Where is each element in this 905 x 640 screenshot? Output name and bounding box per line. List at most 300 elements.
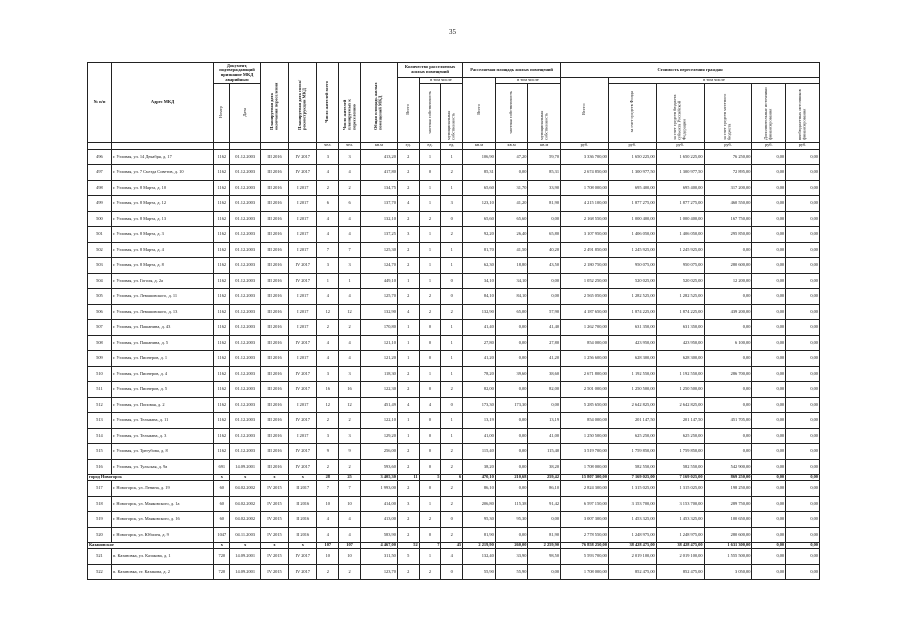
table-cell: 95,30 [495, 512, 528, 528]
table-cell: 0,00 [495, 382, 528, 398]
table-cell: 517 [88, 481, 112, 497]
table-cell: 950 075,00 [608, 258, 656, 274]
table-cell: 1 650 225,00 [656, 149, 704, 165]
table-cell: 1 [441, 320, 463, 336]
table-cell: 1 245 925,00 [608, 242, 656, 258]
table-cell: 1162 [214, 413, 230, 429]
table-cell: 14.09.2001 [230, 564, 260, 580]
table-cell: 2 [441, 459, 463, 475]
table-row [88, 196, 820, 212]
table-cell: 0,00 [786, 549, 820, 565]
table-cell: 55,90 [495, 564, 528, 580]
table-cell: 137,70 [360, 196, 397, 212]
table-cell: IV 2017 [289, 564, 317, 580]
unit-cell: руб. [608, 142, 656, 149]
table-cell: 0,00 [752, 397, 786, 413]
table-cell: x [289, 475, 317, 481]
table-cell: 38 428 475,00 [656, 543, 704, 549]
table-cell: 2 [397, 258, 419, 274]
table-cell: 0,00 [786, 475, 820, 481]
table-row [88, 397, 820, 413]
table-cell: 84,10 [495, 289, 528, 305]
col-cost-extra: внебюджетных источников финансирования [786, 84, 820, 143]
table-cell: 01.12.2003 [230, 413, 260, 429]
table-cell: 2 501 000,00 [561, 382, 609, 398]
table-cell: 125,30 [360, 242, 397, 258]
table-cell: 1 [441, 149, 463, 165]
table-cell: 2 [397, 564, 419, 580]
table-cell: 40,20 [528, 242, 561, 258]
address-cell: г. Узловая, ул. 8 Марта, д. 4 [111, 242, 213, 258]
table-cell: 5 [419, 475, 441, 481]
unit-cell: чел. [317, 142, 339, 149]
table-cell: 16 [339, 382, 361, 398]
table-cell: 0 [441, 564, 463, 580]
table-cell: 2 824 300,00 [561, 481, 609, 497]
table-cell: 2 [441, 304, 463, 320]
table-cell: 2 [419, 289, 441, 305]
table-cell: 62,30 [463, 258, 496, 274]
col-doc-date: Дата [230, 84, 260, 143]
table-cell: 3 [339, 366, 361, 382]
address-cell: г. Узловая, ул. Пионеров, д. 5 [111, 382, 213, 398]
address-cell: г. Узловая, ул. Трегубова, д. 8 [111, 444, 213, 460]
table-cell: 542 900,00 [704, 459, 752, 475]
unit-cell: руб. [656, 142, 704, 149]
table-cell: 4 [339, 289, 361, 305]
table-cell: 1162 [214, 273, 230, 289]
table-cell: 1162 [214, 320, 230, 336]
table-cell: 38,20 [463, 459, 496, 475]
address-cell: г. Узловая, ул. Тельмана, д. 3 [111, 428, 213, 444]
table-cell: 15 807 300,00 [561, 475, 609, 481]
table-cell: 1 [441, 351, 463, 367]
table-cell: 0,00 [495, 413, 528, 429]
table-cell: 11 [397, 475, 419, 481]
table-cell: 1 874 225,00 [608, 304, 656, 320]
col-rooms-including: в том числе [419, 78, 463, 84]
table-cell: 3 [339, 149, 361, 165]
table-cell: 0 [441, 512, 463, 528]
table-cell: 520 025,00 [608, 273, 656, 289]
table-cell: 0,00 [752, 543, 786, 549]
table-row [88, 289, 820, 305]
table-cell: 1 [397, 413, 419, 429]
unit-cell: кв.м [463, 142, 496, 149]
table-cell: 65,60 [463, 211, 496, 227]
table-cell: 0,00 [752, 273, 786, 289]
table-cell: 1 759 850,00 [656, 444, 704, 460]
table-cell: 98,50 [528, 549, 561, 565]
table-cell: 1162 [214, 165, 230, 181]
table-cell: 01.12.2003 [230, 227, 260, 243]
table-row [88, 382, 820, 398]
table-cell: 1 [419, 273, 441, 289]
table-cell: 1162 [214, 258, 230, 274]
table-cell: 505 [88, 289, 112, 305]
col-cost-budget-rf: за счет средств бюджета субъекта Российской Федерации [656, 84, 704, 143]
table-cell: 82,00 [463, 382, 496, 398]
table-cell: 2 [317, 180, 339, 196]
table-cell: 198 250,00 [704, 481, 752, 497]
table-cell: 2 [317, 320, 339, 336]
table-cell: 33,90 [528, 180, 561, 196]
table-cell: 01.12.2003 [230, 335, 260, 351]
address-cell: г. Узловая, ул. Гоголя, д. 2а [111, 273, 213, 289]
table-cell: 2 [397, 366, 419, 382]
table-cell: 65,80 [528, 227, 561, 243]
table-cell: 86,10 [528, 481, 561, 497]
table-cell: 0,00 [786, 459, 820, 475]
col-area-total: Всего [463, 78, 496, 143]
table-cell: 0 [419, 165, 441, 181]
table-cell: 59,70 [528, 149, 561, 165]
table-cell: 0,00 [786, 366, 820, 382]
table-cell: 520 [88, 527, 112, 543]
table-cell: 0,00 [786, 320, 820, 336]
table-cell: 2 674 850,00 [561, 165, 609, 181]
table-cell: x [289, 543, 317, 549]
table-cell: 439 200,00 [704, 304, 752, 320]
table-cell: 470,10 [463, 475, 496, 481]
table-cell: 0,00 [786, 543, 820, 549]
table-cell: III 2016 [260, 335, 288, 351]
table-cell: IV 2017 [289, 165, 317, 181]
table-cell: 137,25 [360, 227, 397, 243]
table-cell: 720 [214, 564, 230, 580]
table-cell: 0,00 [786, 444, 820, 460]
table-cell: 115,38 [495, 496, 528, 512]
table-cell: 85,31 [463, 165, 496, 181]
table-row [88, 444, 820, 460]
table-cell: 1 282 525,00 [608, 289, 656, 305]
table-cell: 3 [339, 258, 361, 274]
table-cell: 27,80 [528, 335, 561, 351]
table-cell: 01.12.2003 [230, 304, 260, 320]
unit-cell: чел. [339, 142, 361, 149]
table-cell: 115,40 [528, 444, 561, 460]
table-cell: 34,10 [495, 273, 528, 289]
table-cell: III 2016 [260, 397, 288, 413]
table-row [88, 227, 820, 243]
table-cell: 295 850,00 [704, 227, 752, 243]
table-cell: 582 550,00 [608, 459, 656, 475]
table-cell: 0,00 [528, 564, 561, 580]
table-cell: 0,00 [528, 397, 561, 413]
table-cell: 12 200,00 [704, 273, 752, 289]
table-cell: 4 [317, 211, 339, 227]
table-cell: II 2016 [289, 496, 317, 512]
table-cell: II 2016 [289, 512, 317, 528]
table-cell: I 2017 [289, 242, 317, 258]
table-cell: 280 600,00 [704, 258, 752, 274]
table-cell: 0 [441, 211, 463, 227]
table-cell: III 2016 [260, 320, 288, 336]
table-cell: 0,00 [752, 211, 786, 227]
table-cell: 1 [441, 242, 463, 258]
table-cell: 0,00 [495, 320, 528, 336]
table-row [88, 149, 820, 165]
table-cell: 132,90 [463, 304, 496, 320]
table-cell: 0 [441, 397, 463, 413]
table-cell: 4 [339, 335, 361, 351]
table-cell: 2 [317, 413, 339, 429]
table-cell: IV 2015 [260, 549, 288, 565]
col-cost-fund: за счет средств Фонда [608, 84, 656, 143]
address-cell: п. Казановка, ст. Казакова, д. 2 [111, 564, 213, 580]
table-cell: IV 2015 [260, 481, 288, 497]
table-cell: 25 [339, 475, 361, 481]
table-cell: IV 2017 [289, 413, 317, 429]
table-cell: 1162 [214, 196, 230, 212]
table-cell: 2 [441, 527, 463, 543]
table-cell: 4 [419, 397, 441, 413]
address-cell: г. Новогорск, ул. Маяковского, д. 1а [111, 496, 213, 512]
table-cell: 625 250,00 [656, 428, 704, 444]
table-cell: 41,00 [528, 428, 561, 444]
table-cell: 01.12.2003 [230, 382, 260, 398]
table-cell: 0 [419, 382, 441, 398]
relocation-register-table [87, 62, 820, 580]
table-cell: 2 [397, 149, 419, 165]
table-cell: 55,90 [463, 564, 496, 580]
page-number: 35 [449, 28, 456, 36]
col-residents: Число жителей всего [317, 63, 339, 143]
table-row [88, 366, 820, 382]
table-cell: 34,10 [463, 273, 496, 289]
col-area-municipal: муниципальная собственность [528, 84, 561, 143]
table-cell: 0,00 [786, 211, 820, 227]
table-cell: 1 245 925,00 [656, 242, 704, 258]
table-cell: 512 [88, 397, 112, 413]
table-cell: 5 285 650,00 [561, 397, 609, 413]
table-cell: 280 600,00 [704, 527, 752, 543]
unit-cell: руб. [752, 142, 786, 149]
table-cell: 173,30 [495, 397, 528, 413]
table-cell: 583,90 [360, 527, 397, 543]
table-cell: 1 315 025,00 [608, 481, 656, 497]
table-cell: 317 200,00 [704, 180, 752, 196]
table-cell: 16 [317, 382, 339, 398]
table-cell: 201 147,50 [656, 413, 704, 429]
table-cell: 509 [88, 351, 112, 367]
table-cell: 0,00 [495, 527, 528, 543]
table-cell: 0,00 [786, 304, 820, 320]
table-cell: 01.12.2003 [230, 428, 260, 444]
table-cell: 1 250 500,00 [561, 428, 609, 444]
table-cell: 593,60 [360, 459, 397, 475]
table-cell: 14.09.2001 [230, 459, 260, 475]
table-cell: 3 107 950,00 [561, 227, 609, 243]
table-cell: 0,00 [786, 564, 820, 580]
table-row [88, 351, 820, 367]
table-cell: 0,00 [495, 428, 528, 444]
subtotal-label: город Новогорск [88, 475, 214, 481]
table-cell: 4 [339, 527, 361, 543]
col-area-including: в том числе [495, 78, 560, 84]
table-cell: 01.12.2003 [230, 366, 260, 382]
table-cell: 0,00 [752, 413, 786, 429]
table-cell: 01.12.2003 [230, 273, 260, 289]
table-cell: 1 [397, 428, 419, 444]
table-cell: 1 300 977,50 [656, 165, 704, 181]
col-address: Адрес МКД [111, 63, 213, 143]
table-cell: 0,00 [752, 227, 786, 243]
table-cell: IV 2017 [289, 258, 317, 274]
table-cell: I 2017 [289, 351, 317, 367]
table-cell: 2 [339, 459, 361, 475]
table-cell: 1 406 050,00 [656, 227, 704, 243]
table-cell: III 2016 [260, 366, 288, 382]
table-cell: 12 [339, 397, 361, 413]
table-cell: 4 [317, 165, 339, 181]
table-row [88, 304, 820, 320]
table-cell: 1 [419, 366, 441, 382]
table-cell: 1 650 225,00 [608, 149, 656, 165]
table-cell: 0,00 [786, 165, 820, 181]
table-cell: 0,00 [786, 428, 820, 444]
table-cell: 1 [441, 335, 463, 351]
table-cell: 0,00 [752, 335, 786, 351]
table-cell: 0 [419, 527, 441, 543]
address-cell: г. Узловая, ул. 14 Декабря, д. 17 [111, 149, 213, 165]
table-cell: 852 475,00 [656, 564, 704, 580]
table-cell: III 2016 [260, 351, 288, 367]
table-cell: III 2016 [260, 180, 288, 196]
table-cell: 1 [419, 149, 441, 165]
table-body [88, 149, 820, 580]
table-cell: 1 [419, 242, 441, 258]
table-cell: I 2017 [289, 304, 317, 320]
address-cell: г. Новогорск, ул. Маяковского, д. 16 [111, 512, 213, 528]
table-cell: IV 2015 [260, 527, 288, 543]
table-cell: 1 000 400,00 [656, 211, 704, 227]
table-cell: 1 [317, 273, 339, 289]
address-cell: г. Узловая, ул. 8 Марта, д. 8 [111, 258, 213, 274]
table-cell: 7 [339, 242, 361, 258]
col-rooms-municipal: муниципальная собственность [441, 84, 463, 143]
table-cell: I 2017 [289, 196, 317, 212]
unit-cell [88, 142, 112, 149]
table-cell: 41,40 [463, 320, 496, 336]
table-cell: 0,00 [752, 366, 786, 382]
table-cell: 124,70 [360, 258, 397, 274]
table-cell: 5 [397, 549, 419, 565]
unit-cell: ед. [419, 142, 441, 149]
table-cell: 2 [397, 459, 419, 475]
col-cost-additional: Дополнительные источники финансирования [752, 84, 786, 143]
table-cell: 3 [397, 227, 419, 243]
table-cell: 7 [339, 481, 361, 497]
table-cell: 2 [441, 227, 463, 243]
table-cell: 1 [397, 320, 419, 336]
table-cell: IV 2017 [289, 366, 317, 382]
table-cell: 04.02.2002 [230, 512, 260, 528]
table-cell: 78,20 [463, 366, 496, 382]
table-cell: 86,10 [463, 481, 496, 497]
table-cell: 0,00 [752, 165, 786, 181]
table-cell: 1 [441, 428, 463, 444]
unit-cell: руб. [786, 142, 820, 149]
table-cell: 0,00 [786, 496, 820, 512]
table-cell: 1 [419, 180, 441, 196]
table-cell: 3 [317, 149, 339, 165]
unit-cell: руб. [704, 142, 752, 149]
address-cell: г. Узловая, ул. 8 Марта, д. 12 [111, 196, 213, 212]
table-cell: 1 453 325,00 [608, 512, 656, 528]
unit-cell: руб. [561, 142, 609, 149]
table-cell: 1 708 000,00 [561, 180, 609, 196]
address-cell: г. Узловая, ул. Тельмана, д. 11 [111, 413, 213, 429]
table-cell: 2 [397, 527, 419, 543]
table-cell: 289 750,00 [704, 496, 752, 512]
table-cell: 132,10 [360, 211, 397, 227]
table-cell: 2 491 850,00 [561, 242, 609, 258]
table-cell: 0 [419, 459, 441, 475]
unit-cell: кв.м [495, 142, 528, 149]
table-cell: 4 [339, 512, 361, 528]
table-cell: 1162 [214, 444, 230, 460]
table-cell: 0,00 [752, 512, 786, 528]
table-cell: 1 708 000,00 [561, 459, 609, 475]
unit-cell [214, 142, 230, 149]
table-cell: 13,19 [528, 413, 561, 429]
col-area-group: Расселяемая площадь жилых помещений [463, 63, 561, 78]
table-cell: 01.12.2003 [230, 242, 260, 258]
table-cell: 582 550,00 [656, 459, 704, 475]
table-cell: 1 315 025,00 [656, 481, 704, 497]
table-row [88, 211, 820, 227]
table-cell: 01.12.2003 [230, 351, 260, 367]
table-cell: 1 [419, 549, 441, 565]
table-cell: 0,00 [752, 475, 786, 481]
table-cell: 695 400,00 [608, 180, 656, 196]
col-plan-demolition: Планируемая дата сноса/ реконструкции МКД [289, 63, 317, 143]
table-cell: 7 169 025,00 [656, 475, 704, 481]
col-rooms-private: частная собственность [419, 84, 441, 143]
table-cell: x [214, 475, 230, 481]
table-cell: 4 [397, 196, 419, 212]
table-cell: 256,00 [360, 444, 397, 460]
table-cell: 519 [88, 512, 112, 528]
table-cell: 121,20 [360, 351, 397, 367]
table-cell: 631 350,00 [608, 320, 656, 336]
table-cell: I 2017 [289, 289, 317, 305]
table-cell: 2 019 100,00 [656, 549, 704, 565]
table-cell: 0,00 [752, 549, 786, 565]
table-cell: 0,00 [495, 165, 528, 181]
table-cell: 2 [441, 165, 463, 181]
table-cell: 1 453 325,00 [656, 512, 704, 528]
table-cell: III 2016 [260, 413, 288, 429]
table-row [88, 258, 820, 274]
table-cell: 52 [397, 543, 419, 549]
table-cell: 0,00 [786, 242, 820, 258]
table-cell: 118,30 [360, 366, 397, 382]
table-cell: 41,20 [495, 196, 528, 212]
address-cell: г. Узловая, ул. 8 Марта, д. 3 [111, 227, 213, 243]
table-cell: 123,70 [360, 564, 397, 580]
table-cell: 631 350,00 [656, 320, 704, 336]
table-cell: 0,00 [704, 397, 752, 413]
table-cell: 1162 [214, 351, 230, 367]
table-cell: 107 [339, 543, 361, 549]
table-cell: 41,20 [528, 351, 561, 367]
table-cell: 1162 [214, 382, 230, 398]
table-cell: 82,00 [528, 382, 561, 398]
table-cell: 04.11.2003 [230, 527, 260, 543]
table-cell: IV 2017 [289, 444, 317, 460]
